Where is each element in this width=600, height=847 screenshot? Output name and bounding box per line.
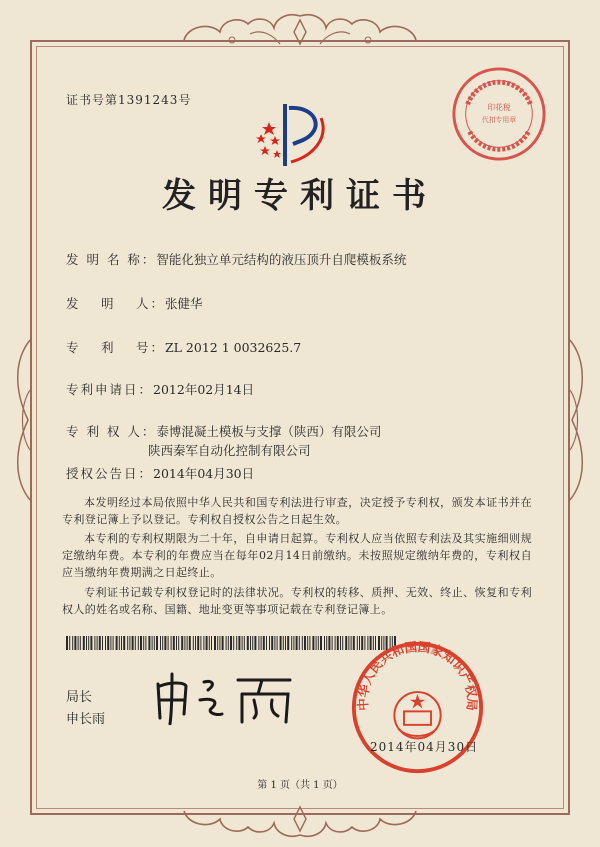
svg-text:印花税: 印花税	[487, 103, 511, 113]
barcode-icon	[66, 636, 396, 650]
inventor-label: 发 明 人：	[66, 296, 165, 311]
patentee-label: 专 利 权 人：	[66, 424, 157, 439]
right-ornament-icon	[564, 330, 594, 510]
page-number: 第 1 页（共 1 页）	[257, 780, 343, 791]
tax-seal-icon	[450, 65, 548, 163]
director-name: 申长雨	[66, 712, 106, 727]
signing-date: 2014年04月30日	[370, 740, 479, 754]
grant-date-label: 授权公告日：	[66, 466, 154, 481]
patentee-row	[66, 422, 381, 440]
svg-text:代扣专用章: 代扣专用章	[481, 115, 517, 124]
paragraph-term: 本专利的专利权期限为二十年，自申请日起算。专利权人应当依照专利法及其实施细则规定缴纳年费。本专利的年费应当在每年02月14日前缴纳。未按照规定缴纳年费的，专利权自应当缴纳年费期满之日起终止。	[62, 532, 532, 579]
invention-name-value: 智能化独立单元结构的液压顶升自爬模板系统	[156, 252, 407, 267]
filing-date-value: 2012年02月14日	[153, 382, 255, 397]
paragraph-legal-status: 专利证书记载专利权登记时的法律状况。专利权的转移、质押、无效、终止、恢复和专利权人的姓名或名称、国籍、地址变更等事项记载在专利登记簿上。	[62, 586, 532, 616]
filing-date-row	[66, 380, 254, 398]
left-ornament-icon	[6, 330, 36, 510]
bottom-ornament-icon	[170, 795, 430, 840]
patentee-value-1: 泰博混凝土模板与支撑（陕西）有限公司	[156, 424, 382, 439]
invention-name-row	[66, 250, 406, 268]
certificate-number: 证书号第1391243号	[66, 93, 192, 107]
inventor-row	[66, 294, 202, 312]
page-title: 发明专利证书	[162, 176, 438, 216]
inventor-value: 张健华	[164, 296, 203, 311]
director-signature-icon	[150, 670, 300, 725]
paragraph-grant: 本发明经过本局依照中华人民共和国专利法进行审查，决定授予专利权，颁发本证书并在专利登记簿上予以登记。专利权自授权公告之日起生效。	[62, 496, 532, 526]
director-title: 局长	[66, 690, 93, 705]
grant-date-value: 2014年04月30日	[153, 466, 255, 481]
top-ornament-icon	[170, 10, 430, 58]
grant-date-row	[66, 464, 254, 482]
svg-text:中华人民共和国国家知识产权局: 中华人民共和国国家知识产权局	[355, 640, 480, 712]
patent-office-logo-icon	[255, 100, 333, 170]
invention-name-label: 发 明 名 称：	[66, 252, 157, 267]
filing-date-label: 专利申请日：	[66, 382, 154, 397]
patentee-row-2	[148, 441, 311, 459]
patent-number-label: 专 利 号：	[66, 340, 165, 355]
patent-number-value: ZL 2012 1 0032625.7	[164, 340, 302, 355]
patentee-value-2: 陕西秦军自动化控制有限公司	[148, 443, 311, 458]
patent-number-row	[66, 338, 301, 356]
